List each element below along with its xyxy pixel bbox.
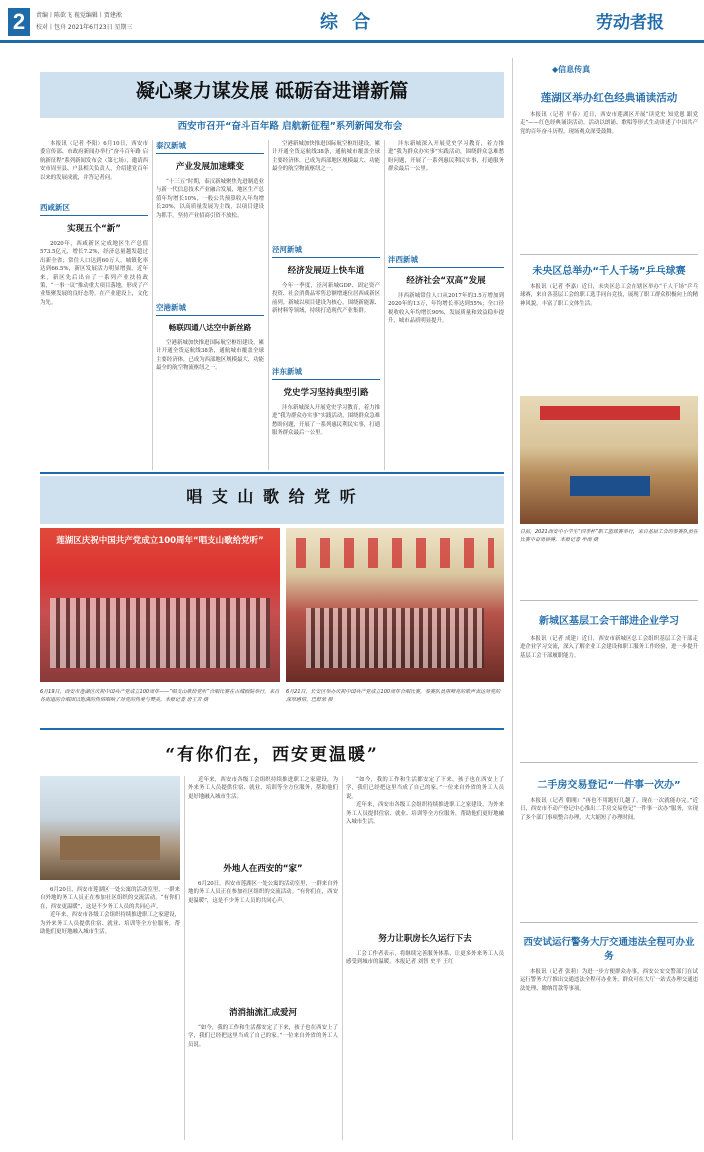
section-text-jinghe: 今年一季度，泾河新城GDP、固定资产投资、社会消费品零售总额增速位居西咸新区前列。新城以项目建设为核心，围绕新能源、新材料等领域，持续打造现代产业集群。 <box>272 283 380 315</box>
sidebar-item-3 <box>520 604 698 754</box>
warm-text-2a: 近年来，西安市各级工会组织持续推进职工之家建设，为外来务工人员提供住宿、就业、培训等全方位服务，帮助他们更好地融入城市生活。 <box>188 777 338 800</box>
photo-banner-red <box>540 406 680 420</box>
sing-headline: 唱 支 山 歌 给 党 听 <box>186 487 358 506</box>
sidebar-item-2 <box>520 256 698 596</box>
sidebar-item-1-headline: 莲湖区举办红色经典诵读活动 <box>540 92 678 104</box>
section-tag-fengdong: 沣东新城 <box>272 366 380 380</box>
warm-col-1 <box>40 886 180 1140</box>
sidebar-item-5 <box>520 928 698 1138</box>
pingpong-photo <box>520 396 698 524</box>
lead-banner <box>40 72 504 118</box>
section-tag-jinghe: 泾河新城 <box>272 244 380 258</box>
lead-col-1 <box>40 140 148 470</box>
feature-rule-top <box>40 472 504 474</box>
sidebar-item-1-text: 本报讯（记者 平春）近日，西安市莲湖区开展“读党史 知党恩 跟党走”——红色经典诵读活动。活动以朗诵、歌唱等形式生动讲述了中国共产党的百年奋斗历程，现场观众深受鼓舞。 <box>520 112 698 135</box>
activity-table <box>60 836 160 860</box>
warm-subhead-1: 外地人在西安的“家” <box>223 864 303 874</box>
sidebar-item-5-text: 本报讯（记者 张莉）为进一步方便群众办事，西安公安交警部门在试运行警务大厅推出交通违法全程可办业务，群众可在大厅一站式办理交通违法处理、缴纳罚款等事项。 <box>520 969 698 992</box>
section-text-konggang: 空港新城加快推进国际航空枢纽建设，累计开通全货运航线38条，通航城市覆盖全球主要经济体，已成为西部地区规模最大、功能最全的航空物流枢纽之一。 <box>156 340 264 372</box>
warm-text-3b: 工会工作者表示，将继续完善服务体系，让更多外来务工人员感受到城市的温暖。本报记者 刘智 史平 王红 <box>346 951 504 966</box>
section-text-xixian: 2020年，西咸新区完成地区生产总值573.5亿元，增长7.2%，经济总量越发超过出新全省；常住人口达到60万人，城镇化率达到66.5%，新区发展活力明显增强。近年来，新区先后出台了一系列产业扶持政策，“一事一议”推动重大项目落地，形成了产业集聚发展的良好态势。在产业建设上，文化为先。 <box>40 241 148 306</box>
section-tag-konggang: 空港新城 <box>156 302 264 316</box>
warm-rule-1 <box>184 776 185 1140</box>
sidebar-item-4-text: 本报讯（记者 朝刚）“再也不用跑好几趟了，现在一次就能办完。”近日，西安市不动产登记中心推出二手房交易登记“一件事一次办”服务，实现了多个部门事项整合办理，大大缩短了办理时间。 <box>520 798 698 821</box>
warm-rule-2 <box>342 776 343 1140</box>
warm-col-2 <box>188 776 338 1140</box>
section-head-fengxi: 经济社会“双高”发展 <box>406 276 486 286</box>
section-head-qinhan: 产业发展加速蝶变 <box>175 162 244 172</box>
warm-headline: “有你们在，西安更温暖” <box>165 745 379 765</box>
lead-col-3 <box>272 140 380 470</box>
stage-lanterns <box>296 538 494 568</box>
warm-col-3 <box>346 776 504 1140</box>
lead-col-2 <box>156 140 264 470</box>
stage-singers <box>306 608 484 668</box>
masthead <box>0 0 704 46</box>
paper-name: 劳动者报 <box>596 13 664 33</box>
choir-photo-1-banner: 莲湖区庆祝中国共产党成立100周年“唱支山歌给党听” <box>56 536 264 546</box>
lead-rule-2 <box>268 140 269 470</box>
warm-text-3a: “如今，我的工作和生活都安定了下来，孩子也在西安上了学，我们已经把这里当成了自己的家。”一位来自外省的务工人员说。 近年来，西安市各级工会组织持续推进职工之家建设，为外来务工人员提供住宿、就业、培训等全方位服务，帮助他们更好地融入城市生活。 <box>346 777 504 826</box>
lead-rule-1 <box>152 140 153 470</box>
section-head-konggang: 畅联四通八达空中新丝路 <box>168 323 252 332</box>
lead-subhead: 西安市召开“奋斗百年路 启航新征程”系列新闻发布会 <box>177 121 403 132</box>
sidebar-divider <box>512 58 513 1140</box>
sidebar-rule-1 <box>520 254 698 255</box>
choir-photo-1 <box>40 528 280 682</box>
warm-text-2c: “如今，我的工作和生活都安定了下来，孩子也在西安上了学，我们已经把这里当成了自己的家。”一位来自外省的务工人员说。 <box>188 1025 338 1048</box>
choir-rows <box>50 598 270 668</box>
section-text-qinhan: “十三五”时期，泰汉新城聚焦先进制造业与新一代信息技术产业融合发展，地区生产总值年均增长10%，一般公共预算收入年均增长20%，以高质量发展为主线，以项目建设为抓手，坚持产业招商引资不放松。 <box>156 179 264 219</box>
sidebar-item-2-headline: 未央区总举办“千人千场”乒乓球赛 <box>532 266 686 277</box>
activity-photo <box>40 776 180 880</box>
section-text-fengdong: 沣东新城深入开展党史学习教育，着力推进“我为群众办实事”实践活动，围绕群众急难愁盼问题，开展了一系列惠民利民实事，打通服务群众最后一公里。 <box>272 405 380 437</box>
sidebar-rule-3 <box>520 762 698 763</box>
sidebar-item-1 <box>520 84 698 254</box>
warm-text-2b: 6月20日，西安市莲湖区一处公寓的活动室里，一群来自外地的务工人员正在参加社区组织的交流活动。“有你们在，西安更温暖”，这是不少务工人员的共同心声。 <box>188 881 338 904</box>
lead-col-4 <box>388 140 504 470</box>
sidebar-rule-4 <box>520 922 698 923</box>
choir-photo-1-caption: 6月19日，西安市莲湖区庆祝中国共产党成立100周年——“唱支山歌给党听”合唱比赛在古城剧院举行，来自各街道的合唱团以饱满的热情唱响了对党的热爱与赞美。本报记者 唐王吉 摄 <box>40 689 280 703</box>
section-tag-fengxi: 沣西新城 <box>388 254 504 268</box>
sidebar-item-5-headline: 西安试运行警务大厅交通违法全程可办业务 <box>523 937 695 962</box>
pingpong-caption: 日前，2021西安中小学生“四季杯”职工篮球赛举行，来自基层工会的参赛队员在比赛中奋勇拼搏。本报记者 申南 摄 <box>520 529 698 543</box>
lead-headline: 凝心聚力谋发展 砥砺奋进谱新篇 <box>135 80 409 102</box>
warm-subhead-2: 努力让职房长久运行下去 <box>378 934 472 944</box>
sidebar-rule-2 <box>520 600 698 601</box>
section-head-fengdong: 党史学习坚持典型引路 <box>283 388 369 398</box>
section-head-xixian: 实现五个“新” <box>67 224 121 234</box>
sidebar-item-3-text: 本报讯（记者 成建）近日，西安市新城区总工会组织基层工会干部走进企业学习交流，深入了解企业工会建设和职工服务工作经验，进一步提升基层工会干部履职能力。 <box>520 636 698 659</box>
section-tag-qinhan: 泰汉新城 <box>156 140 264 154</box>
sidebar-column-tag: ◆信息传真 <box>552 65 591 74</box>
sing-banner <box>40 476 504 524</box>
photo-table <box>570 476 650 496</box>
section-tag-xixian: 西咸新区 <box>40 202 148 216</box>
warm-subhead-3: 消消抽流汇成爱河 <box>228 1008 297 1018</box>
section-text-fengdong-cont: 沣东新城深入开展党史学习教育，着力推进“我为群众办实事”实践活动，围绕群众急难愁盼问题，开展了一系列惠民利民实事，打通服务群众最后一公里。 <box>388 141 504 173</box>
choir-photo-2 <box>286 528 504 682</box>
sidebar-item-4 <box>520 770 698 920</box>
editor-line-1: 责编丨陈欲飞 视觉编辑丨贾建淞 <box>36 12 122 19</box>
editor-line-2: 校对丨包舟 2021年6月23日 星期三 <box>36 24 133 31</box>
section-label: 综 合 <box>320 12 375 33</box>
sidebar-item-2-text: 本报讯（记者 李嘉）近日，未央区总工会在辖区举办“千人千场”乒乓球赛，来自各基层工会的职工选手同台竞技，展现了职工群众积极向上的精神风貌，丰富了职工文体生活。 <box>520 284 698 307</box>
feature2-rule-top <box>40 728 504 730</box>
section-text-konggang-cont: 空港新城加快推进国际航空枢纽建设，累计开通全货运航线38条，通航城市覆盖全球主要经济体，已成为西部地区规模最大、功能最全的航空物流枢纽之一。 <box>272 141 380 173</box>
sidebar-item-4-headline: 二手房交易登记“一件事一次办” <box>537 780 681 791</box>
lead-intro: 本报讯（记者 李阳）6月10日，西安市委宣传部、市政府新闻办举行“奋斗百年路 启航新征程”系列新闻发布会（第七场），邀请西安市周至县、户县相关负责人，介绍建党百年以来的发展成就，并答记者问。 <box>40 141 148 181</box>
section-head-jinghe: 经济发展迈上快车道 <box>287 266 365 276</box>
warm-text-1: 6月20日，西安市莲湖区一处公寓的活动室里，一群来自外地的务工人员正在参加社区组织的交流活动。“有你们在，西安更温暖”，这是不少务工人员的共同心声。 近年来，西安市各级工会组织持续推进职工之家建设，为外来务工人员提供住宿、就业、培训等全方位服务，帮助他们更好地融入城市生活。 <box>40 887 180 936</box>
sidebar-item-3-headline: 新城区基层工会干部进企业学习 <box>539 616 679 627</box>
section-text-fengxi: 沣西新城常住人口从2017年的3.5万增加到2020年的13万，年均增长率达到55%；全口径税收收入年均增长90%，发展质量和效益稳步提升，城市品质明显提升。 <box>388 293 504 325</box>
lead-rule-3 <box>384 140 385 470</box>
choir-photo-2-caption: 6月21日，长安区举办庆祝中国共产党成立100周年合唱比赛，参赛队员用嘹亮的歌声表达对党的深厚感情。巴群荣 摄 <box>286 689 501 703</box>
page-number: 2 <box>8 8 30 36</box>
masthead-rule <box>0 40 704 43</box>
